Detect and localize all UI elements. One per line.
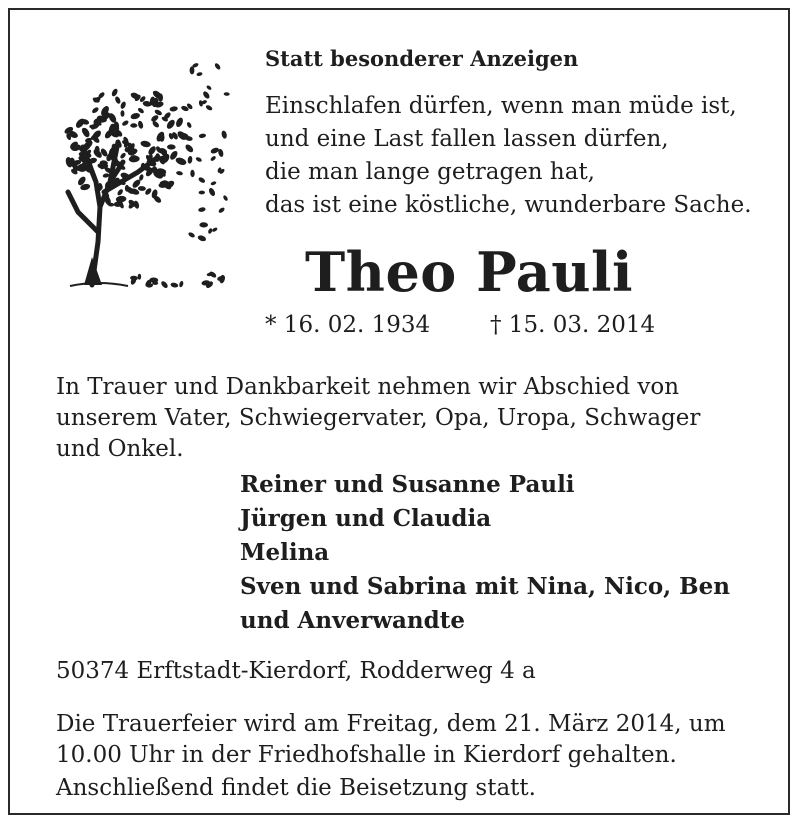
mourner-line: Jürgen und Claudia: [240, 505, 492, 532]
funeral-service-info: [56, 709, 726, 771]
farewell-text: [56, 372, 771, 465]
poem-line: das ist eine köstliche, wunderbare Sache.: [265, 192, 752, 218]
service-line: 10.00 Uhr in der Friedhofshalle in Kierdorf gehalten.: [56, 742, 677, 768]
mourner-line: Reiner und Susanne Pauli: [240, 471, 575, 498]
poem-line: Einschlafen dürfen, wenn man müde ist,: [265, 93, 737, 119]
mourners-list: [240, 468, 730, 638]
poem-line: und eine Last fallen lassen dürfen,: [265, 126, 669, 152]
mourner-line: und Anverwandte: [240, 607, 465, 634]
farewell-line: In Trauer und Dankbarkeit nehmen wir Abschied von: [56, 374, 680, 400]
farewell-line: und Onkel.: [56, 436, 184, 462]
tree-with-falling-leaves-icon: [48, 42, 238, 297]
farewell-line: unserem Vater, Schwiegervater, Opa, Uropa, Schwager: [56, 405, 701, 431]
poem-line: die man lange getragen hat,: [265, 159, 595, 185]
mourner-line: Melina: [240, 539, 330, 566]
deceased-name: Theo Pauli: [305, 240, 634, 304]
address: 50374 Erftstadt-Kierdorf, Rodderweg 4 a: [56, 658, 536, 684]
mourner-line: Sven und Sabrina mit Nina, Nico, Ben: [240, 573, 730, 600]
service-line: Die Trauerfeier wird am Freitag, dem 21. März 2014, um: [56, 711, 726, 737]
poem: [265, 90, 752, 222]
notice-heading: Statt besonderer Anzeigen: [265, 46, 579, 71]
birth-date: * 16. 02. 1934: [265, 312, 431, 338]
notice-frame: [8, 8, 790, 815]
burial-info: Anschließend findet die Beisetzung statt.: [56, 775, 536, 801]
death-date: † 15. 03. 2014: [490, 312, 656, 338]
